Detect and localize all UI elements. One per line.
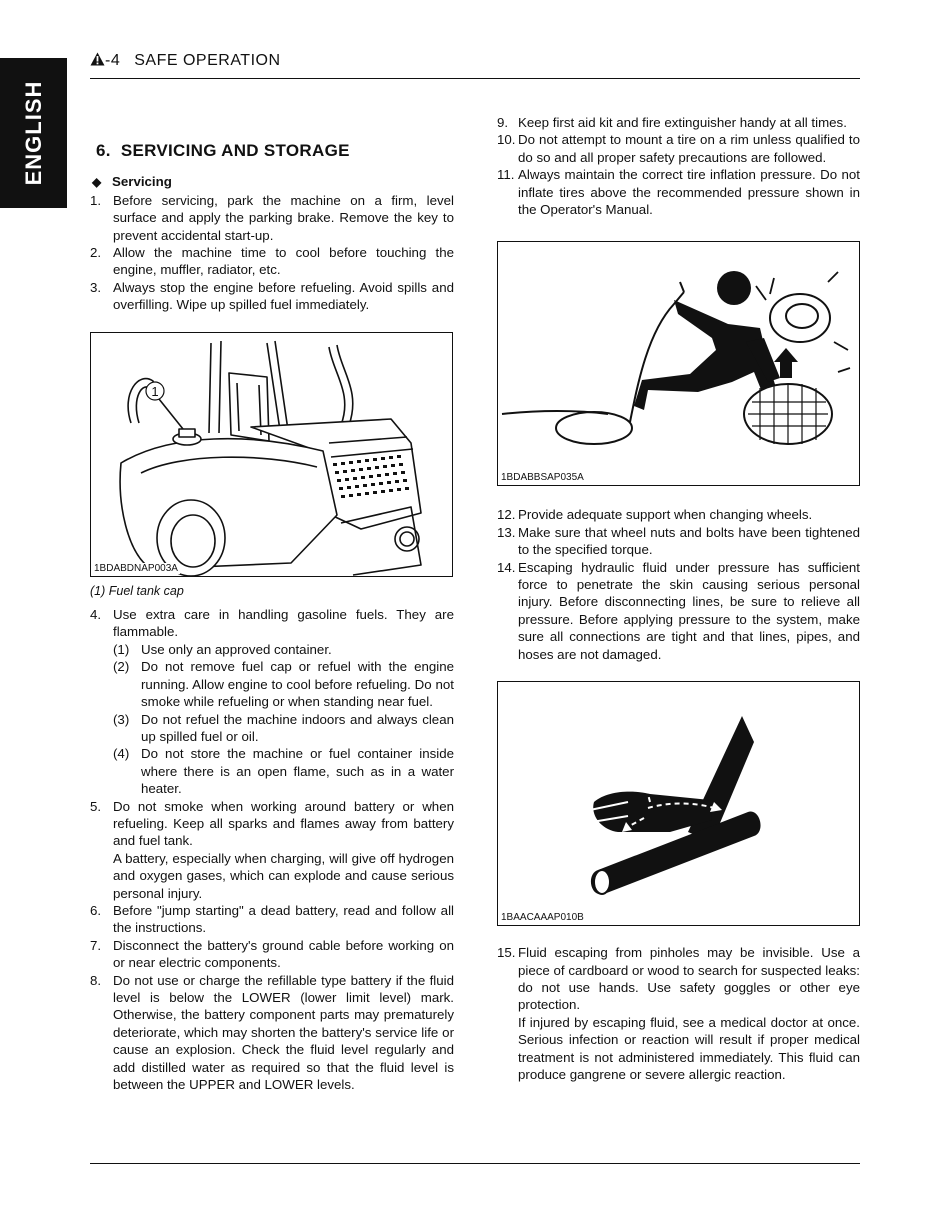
list-item [497, 506, 860, 523]
section-title: SERVICING AND STORAGE [120, 141, 350, 160]
page-number: -4 [105, 52, 121, 69]
item-text: Before servicing, park the machine on a firm, level surface and apply the parking brake. Remove the key to prevent accidental start-up. [113, 192, 454, 243]
item-number: 4. [90, 607, 102, 623]
sub-item-number: (1) [113, 641, 130, 657]
item-number: 15. [497, 945, 516, 961]
list-item [90, 606, 454, 797]
left-column [90, 142, 454, 1093]
item-number: 6. [90, 902, 102, 918]
item-number: 3. [90, 279, 102, 295]
item-number: 10. [497, 132, 516, 148]
sub-item-text: Do not refuel the machine indoors and always clean up spilled fuel or oil. [141, 711, 454, 744]
list-item [497, 944, 860, 1083]
item-text: Do not smoke when working around battery or when refueling. Keep all sparks and flames away from battery and fuel tank. [113, 798, 454, 849]
language-tab-label: ENGLISH [20, 80, 46, 186]
item-number: 11. [497, 167, 515, 183]
sub-item-number: (4) [113, 746, 130, 762]
list-item [497, 131, 860, 166]
item-number: 7. [90, 937, 102, 953]
figure-code: 1BDABBSAP035A [501, 472, 584, 484]
figure-code: 1BDABDNAP003A [94, 562, 178, 574]
item-text: Before "jump starting" a dead battery, read and follow all the instructions. [113, 902, 454, 936]
sub-item-number: (3) [113, 711, 130, 727]
item-number: 5. [90, 798, 102, 814]
item-number: 2. [90, 245, 102, 261]
mower-illustration [91, 333, 452, 576]
item-text: Use extra care in handling gasoline fuels. They are flammable. [113, 607, 454, 640]
list-item [90, 244, 454, 279]
fuel-tank-figure [90, 332, 453, 577]
servicing-list-d [497, 506, 860, 663]
subsection-title: Servicing [112, 174, 172, 190]
running-title: SAFE OPERATION [134, 52, 281, 69]
footer-rule [90, 1163, 860, 1164]
item-number: 14. [497, 559, 516, 575]
tire-explosion-figure [497, 241, 860, 486]
list-item [90, 937, 454, 972]
servicing-list-c [497, 114, 860, 218]
fuel-cap-callout: 1 [151, 383, 159, 399]
header-rule [90, 78, 860, 79]
tire-explosion-illustration [498, 242, 859, 485]
list-item [90, 902, 454, 937]
page-header [90, 52, 860, 78]
hydraulic-fluid-figure [497, 681, 860, 926]
item-text: Provide adequate support when changing wheels. [518, 507, 813, 523]
sub-item-text: Do not remove fuel cap or refuel with the engine running. Allow engine to cool before refueling. Do not smoke while refueling or when standing near fuel. [141, 659, 454, 710]
servicing-list-b [90, 606, 454, 1093]
item-text: Always stop the engine before refueling. Avoid spills and overfilling. Wipe up spilled fuel immediately. [113, 279, 454, 313]
sub-list-item [113, 745, 454, 797]
item-text: Fluid escaping from pinholes may be invisible. Use a piece of cardboard or wood to search for suspected leaks: do not use hands. Use safety goggles or other eye protection. [518, 945, 860, 1013]
list-item [90, 972, 454, 1094]
item-text: Allow the machine time to cool before touching the engine, muffler, radiator, etc. [113, 245, 454, 278]
language-tab [0, 58, 67, 208]
list-item [497, 524, 860, 559]
subsection-heading [92, 173, 454, 191]
section-number: 6. [96, 141, 111, 160]
sub-list [113, 641, 454, 798]
item-number: 1. [90, 192, 102, 208]
sub-list-item [113, 641, 454, 658]
item-text: Do not use or charge the refillable type battery if the fluid level is below the LOWER (lower limit level) mark. Otherwise, the battery component parts may prematurely deteriorate, which may shorten the battery's service life or cause an explosion. Check the fluid level regularly and add distilled water as required so that the fluid level is between the UPPER and LOWER levels. [113, 972, 454, 1093]
item-text-continued: A battery, especially when charging, will give off hydrogen and oxygen gases, which can explode and cause serious personal injury. [113, 850, 454, 901]
sub-list-item [113, 711, 454, 746]
item-text: Do not attempt to mount a tire on a rim unless qualified to do so and all proper safety precautions are followed. [518, 132, 860, 165]
sub-list-item [113, 658, 454, 710]
item-number: 12. [497, 507, 516, 523]
figure-caption: (1) Fuel tank cap [90, 583, 184, 598]
item-number: 8. [90, 972, 102, 988]
item-text: Disconnect the battery's ground cable before working on or near electric components. [113, 937, 454, 971]
section-heading [96, 142, 454, 159]
item-number: 13. [497, 524, 516, 540]
hydraulic-leak-illustration [498, 682, 859, 925]
item-text: Keep first aid kit and fire extinguisher handy at all times. [518, 115, 847, 130]
sub-item-text: Use only an approved container. [141, 641, 332, 657]
item-text: Escaping hydraulic fluid under pressure has sufficient force to penetrate the skin causing serious personal injury. Before disconnecting lines, be sure to relieve all pressure. Before applying pressure to the system, make sure all connections are tight and that lines, pipes, and hoses are not damaged. [518, 559, 860, 662]
list-item [497, 559, 860, 663]
list-item [90, 279, 454, 314]
list-item [90, 798, 454, 902]
item-text: Always maintain the correct tire inflation pressure. Do not inflate tires above the recommended pressure shown in the Operator's Manual. [518, 167, 860, 218]
item-text: Make sure that wheel nuts and bolts have been tightened to the specified torque. [518, 524, 860, 558]
item-text-continued: If injured by escaping fluid, see a medical doctor at once. Serious infection or reaction will result if proper medical treatment is not administered immediately. This fluid can produce gangrene or severe allergic reaction. [518, 1014, 860, 1082]
diamond-bullet-icon: ◆ [92, 175, 102, 190]
item-number: 9. [497, 115, 509, 130]
sub-item-text: Do not store the machine or fuel container inside where there is an open flame, such as in a water heater. [141, 746, 454, 797]
servicing-list-e [497, 944, 860, 1083]
list-item [90, 192, 454, 244]
right-column [497, 114, 860, 1083]
figure-code: 1BAACAAAP010B [501, 912, 584, 924]
warning-triangle-icon [90, 52, 105, 66]
sub-item-number: (2) [113, 659, 130, 675]
list-item [497, 114, 860, 131]
servicing-list-a [90, 192, 454, 314]
list-item [497, 166, 860, 218]
